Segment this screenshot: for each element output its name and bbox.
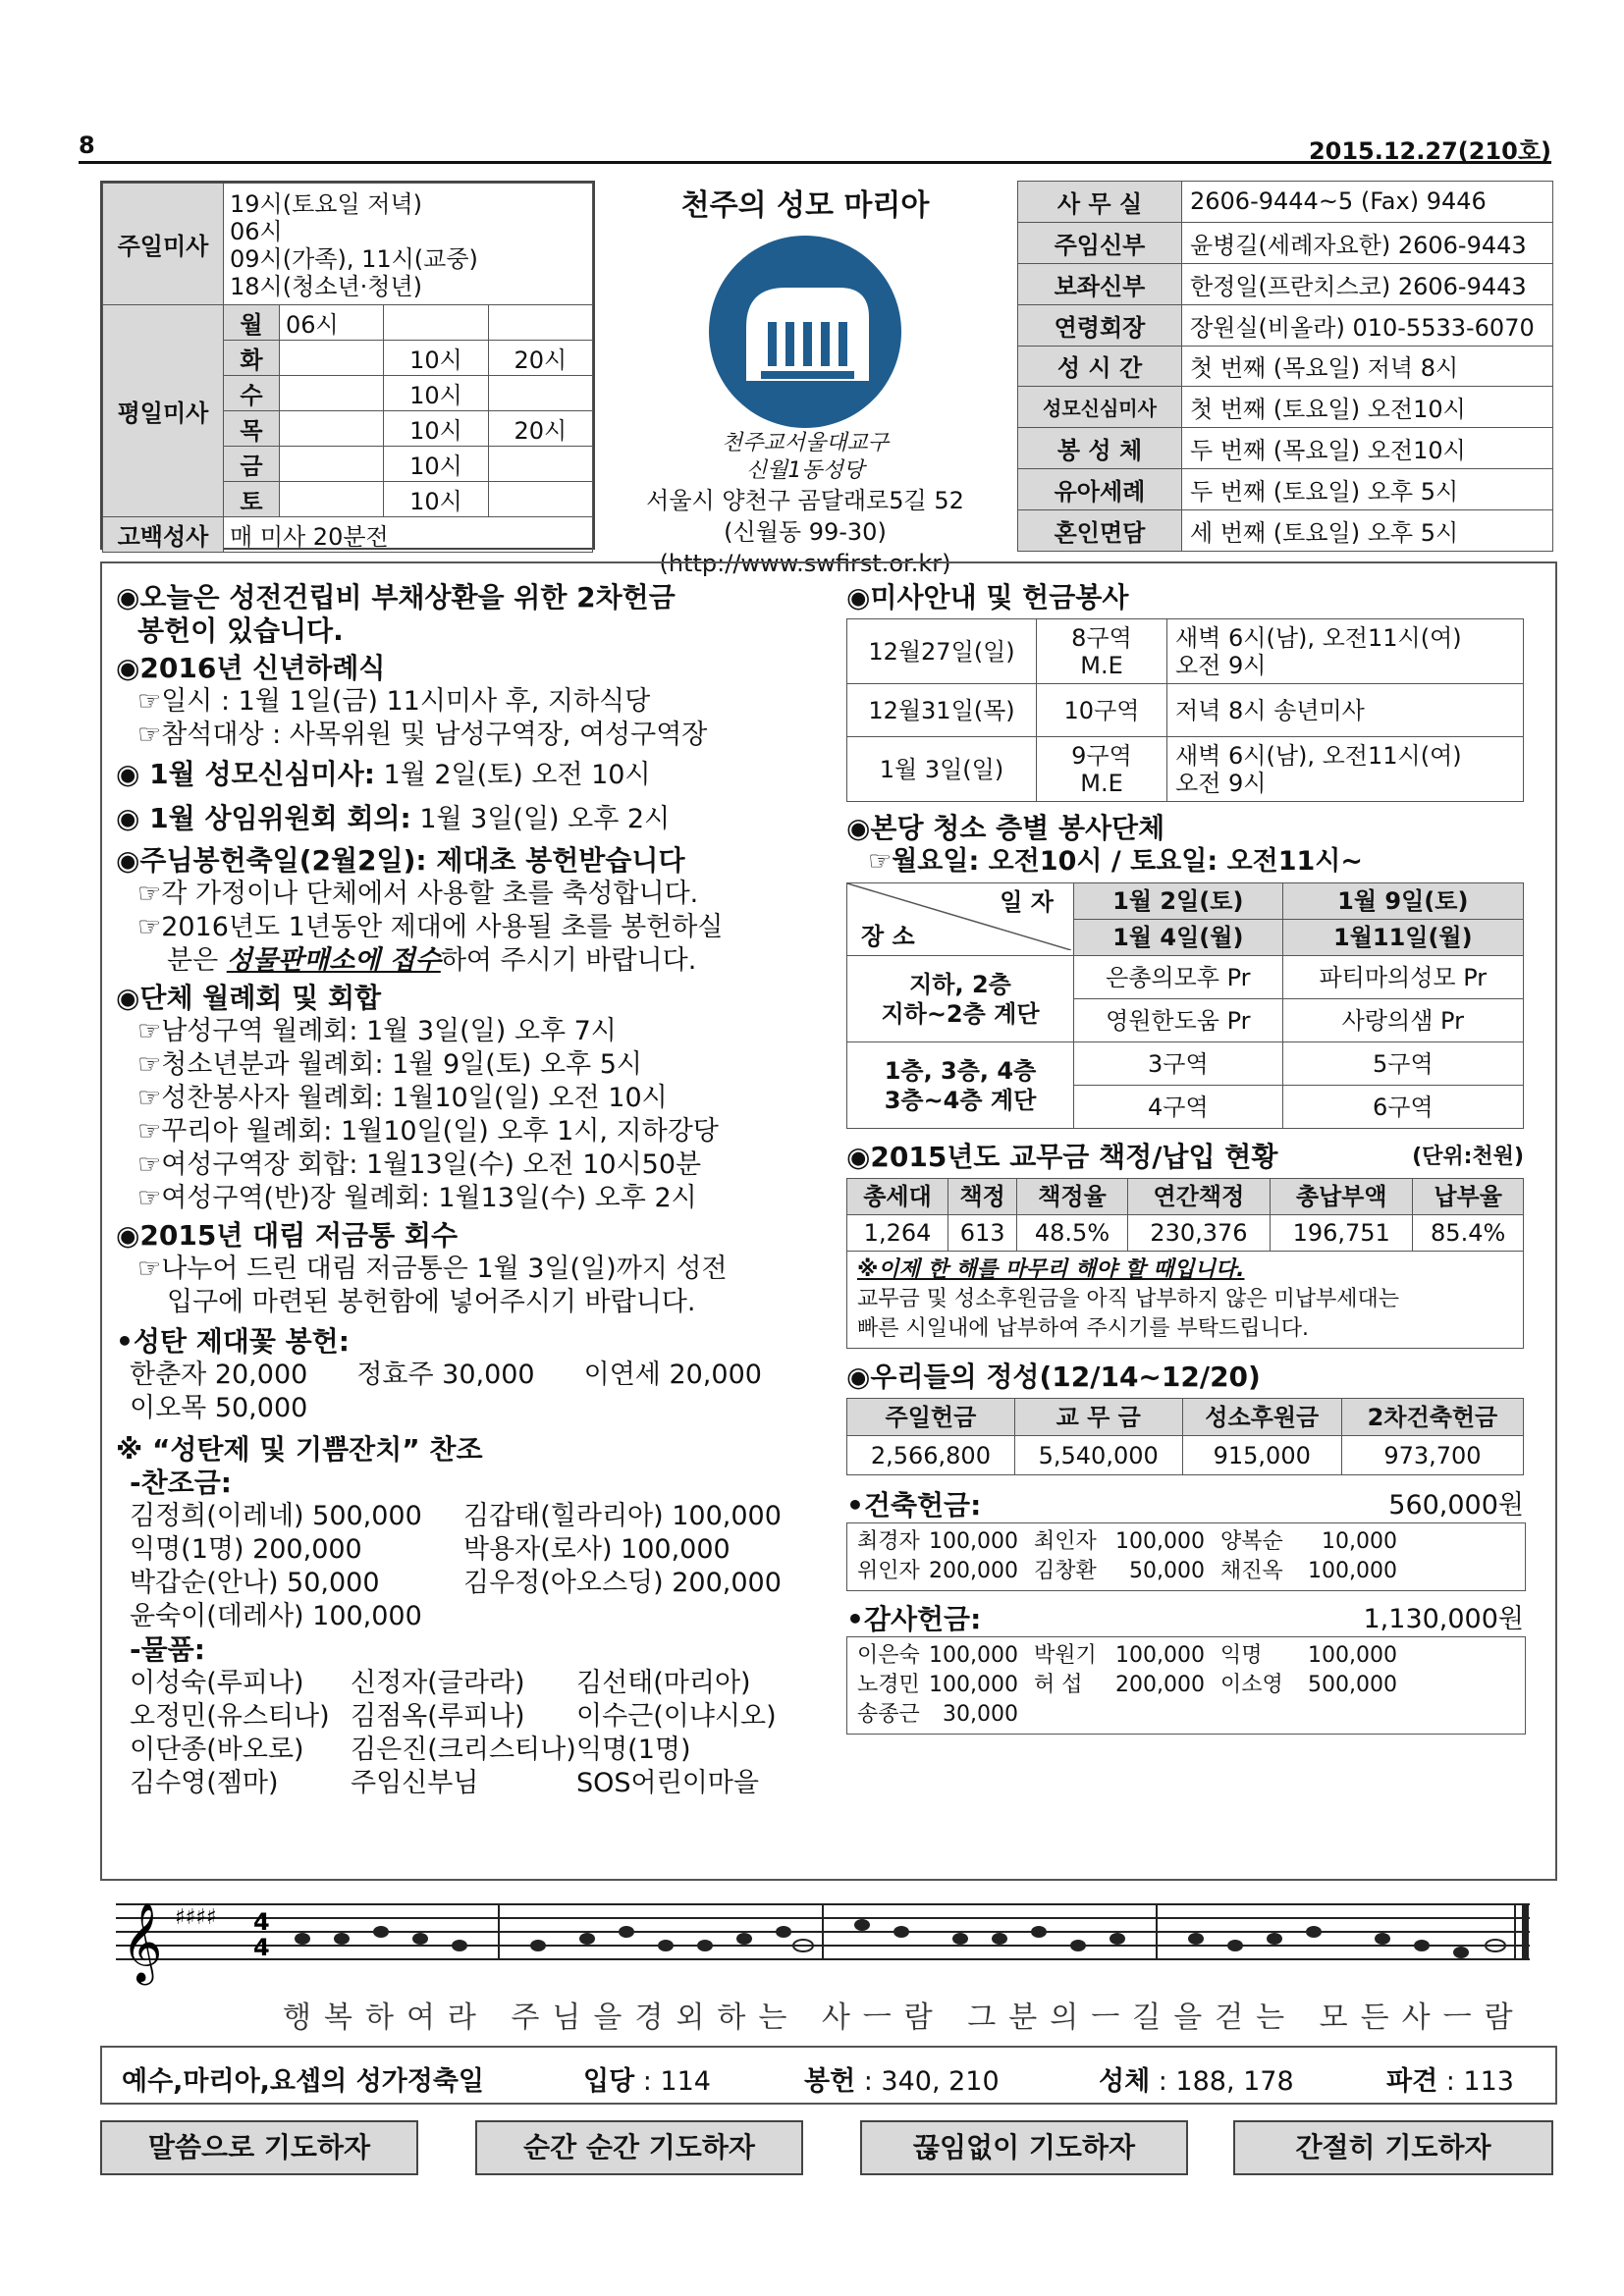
confession-label: 고백성사 <box>103 517 224 553</box>
weekday-mass-label: 평일미사 <box>103 305 224 517</box>
page-header <box>79 128 1551 164</box>
svg-text:4: 4 <box>253 1934 270 1961</box>
hymn-staff <box>116 1885 1540 2035</box>
parish-address: 서울시 양천구 곰달래로5길 52 (신월동 99-30) (http://www.swfirst.or.kr) <box>609 485 1001 579</box>
prayer-box-1: 말씀으로 기도하자 <box>100 2120 418 2175</box>
issue-date: 2015.12.27(210호) <box>1308 137 1551 165</box>
prayer-box-4: 간절히 기도하자 <box>1233 2120 1553 2175</box>
sunday-mass-label: 주일미사 <box>103 184 224 305</box>
parish-title: 천주의 성모 마리아 <box>680 188 930 223</box>
feast-name: 예수,마리아,요셉의 성가정축일 <box>122 2066 484 2097</box>
page-number: 8 <box>79 132 95 159</box>
prayer-box-2: 순간 순간 기도하자 <box>475 2120 803 2175</box>
left-column: ◉오늘은 성전건립비 부채상환을 위한 2차헌금 봉헌이 있습니다. ◉2016년 신년하례식 ☞일시 : 1월 1일(금) 11시미사 후, 지하식당 ☞참석대상 : 사목위원 및 남성구역장, 여성구역장 ◉ 1월 성모신심미사: 1월 2일(토) 오전 10시 ◉ 1월 상임위원회 회의: 1월 3일(일) 오후 2시 ◉주님봉헌축일(2월2일): 제대초 봉헌받습니다 ☞각 가정이나 단체에서 사용할 초를 축성합니다. ☞2016년도 1년동안 제대에 사용될 초를 봉헌하실 분은 성물판매소에 접수하여 주시기 바랍니다. ◉단체 월례회 및 회합 ☞남성구역 월례회: 1월 3일(일) 오후 7시 ☞청소년분과 월례회: 1월 9일(토) 오후 5시 ☞성찬봉사자 월례회: 1월10일(일) 오전 10시 ☞꾸리아 월례회: 1월10일(일) 오후 1시, 지하강당 ☞여성구역장 회합: 1월13일(수) 오전 10시50분 ☞여성구역(반)장 월례회: 1월13일(수) 오후 2시 ◉2015년 대림 저금통 회수 ☞나누어 드린 대림 저금통은 1월 3일(일)까지 성전 입구에 마련된 봉헌함에 넣어주시기 바랍니다. •성탄 제대꽃 봉헌: 한춘자 20,000 정효주 30,000 이연세 20,000 이오목 50,000 ※ “성탄제 및 기쁨잔치” 찬조 -찬조금: 김정희(이레네) 500,000 김갑태(힐라리아) 100,000 익명(1명) 200,000 박용자(로사) 100,000 박갑순(안나) 50,000 김우정(아오스딩) 200,000 윤숙이(데레사) 100,000 -물품: 이성숙(루피나) 신정자(글라라) 김선태(마리아) 오정민(유스티나) 김점옥(루피나) 이수근(이냐시오) 이단종(바오로) 김은진(크리스티나) 익명(1명) 김수영(젬마) 주임신부님 SOS어린이마을 <box>116 581 782 1798</box>
sunday-mass-times: 19시(토요일 저녁) 06시 09시(가족), 11시(교중) 18시(청소년·청년) <box>224 184 593 305</box>
svg-text:𝄞: 𝄞 <box>122 1901 163 1982</box>
parish-identity <box>609 181 1001 577</box>
mass-guide-table: 12월27일(일) 8구역 M.E 새벽 6시(남), 오전11시(여) 오전 9시 12월31일(목) 10구역 저녁 8시 송년미사 1월 3일(일) 9구역 M.E 새벽 6시(남), 오전11시(여) 오전 9시 <box>846 618 1524 802</box>
cleaning-table: 일 자 장 소 1월 2일(토) 1월 9일(토) 1월 4일(월) 1월11일(월) 지하, 2층 지하~2층 계단 은총의모후 Pr 파티마의성모 Pr 영원한도움 Pr 사랑의샘 Pr 1층, 3층, 4층 3층~4층 계단 3구역 5구역 4구역 6구역 <box>846 882 1524 1129</box>
confession-value: 매 미사 20분전 <box>224 517 593 553</box>
contact-info-table: 사 무 실 2606-9444~5 (Fax) 9446 주임신부 윤병길(세례자요한) 2606-9443 보좌신부 한정일(프란치스코) 2606-9443 연령회장 장원실(비올라) 010-5533-6070 성 시 간 첫 번째 (목요일) 저녁 8시 성모신심미사 첫 번째 (토요일) 오전10시 봉 성 체 두 번째 (목요일) 오전10시 유아세례 두 번째 (토요일) 오후 5시 혼인면담 세 번째 (토요일) 오후 5시 <box>1017 181 1553 552</box>
parish-signature: 천주교서울대교구 신월1동성당 <box>721 431 890 483</box>
prayer-box-3: 끊임없이 기도하자 <box>860 2120 1188 2175</box>
offering-table: 주일헌금 교 무 금 성소후원금 2차건축헌금 2,566,800 5,540,000 915,000 973,700 <box>846 1398 1524 1475</box>
thanks-donors: 이은숙 100,000 박원기 100,000 익명 100,000 노경민 100,000 허 섭 200,000 이소영 500,000 송종근 30,000 <box>846 1636 1526 1735</box>
svg-text:♯♯♯♯: ♯♯♯♯ <box>175 1905 217 1930</box>
hymn-lyrics: 행복하여라 주님을경외하는 사ㅡ람 그분의ㅡ길을걷는 모든사ㅡ람 <box>283 2001 1526 2035</box>
svg-text:4: 4 <box>253 1908 270 1936</box>
building-donors: 최경자 100,000 최인자 100,000 양복순 10,000 위인자 200,000 김창환 50,000 채진옥 100,000 <box>846 1522 1526 1591</box>
parish-logo <box>707 234 903 430</box>
right-column: ◉미사안내 및 헌금봉사 12월27일(일) 8구역 M.E 새벽 6시(남), 오전11시(여) 오전 9시 12월31일(목) 10구역 저녁 8시 송년미사 1월 3일(일) 9구역 M.E 새벽 6시(남), 오전11시(여) 오전 9시 ◉본당 청소 층별 봉사단체 ☞월요일: 오전10시 / 토요일: 오전11시~ 일 자 장 소 1월 2일(토) 1월 9일(토) 1월 4일(월) 1월11일(월) 지하, 2층 지하~2층 계단 은총의모후 Pr 파티마의성모 Pr 영원한도움 Pr 사랑의샘 Pr 1층, 3층, 4층 3층~4층 계단 3구역 5구역 4구역 6구역 ◉2015년도 교무금 책정/납입 현황 (단위:천원) 총세대 책정 책정율 연간책정 총납부액 납부율 1,264 613 48.5% 230,376 196,751 85.4% ※이제 한 해를 마무리 해야 할 때입니다. 교무금 및 성소후원금을 아직 납부하지 않은 미납부세대는 빠른 시일내에 납부하여 주시기를 부탁드립니다. ◉우리들의 정성(12/14~12/20) 주일헌금 교 무 금 성소후원금 2차건축헌금 2,566,800 5,540,000 915,000 973,700 •건축헌금: 560,000원 최경자 100,000 최인자 100,000 양복순 10,000 위인자 200,000 김창환 50,000 채진옥 100,000 •감사헌금: 1,130,000원 이은숙 100,000 박원기 100,000 익명 100,000 노경민 100,000 허 섭 200,000 이소영 500,000 송종근 30,000 <box>846 581 1534 1735</box>
hymn-numbers-bar: 예수,마리아,요셉의 성가정축일 입당 : 114 봉헌 : 340, 210 성체 : 188, 178 파견 : 113 <box>100 2046 1557 2105</box>
dues-table: 총세대 책정 책정율 연간책정 총납부액 납부율 1,264 613 48.5% 230,376 196,751 85.4% ※이제 한 해를 마무리 해야 할 때입니다. 교무금 및 성소후원금을 아직 납부하지 않은 미납부세대는 빠른 시일내에 납부하여 주시기를 부탁드립니다. <box>846 1178 1524 1349</box>
parish-website-link[interactable]: (http://www.swfirst.or.kr) <box>659 550 951 577</box>
mass-schedule-table: 주일미사 19시(토요일 저녁) 06시 09시(가족), 11시(교중) 18시(청소년·청년) 평일미사 월 06시 화 10시 20시 수 10시 목 10시 20시 금 10시 토 10시 고백성사 매 미사 20분전 <box>100 181 595 550</box>
